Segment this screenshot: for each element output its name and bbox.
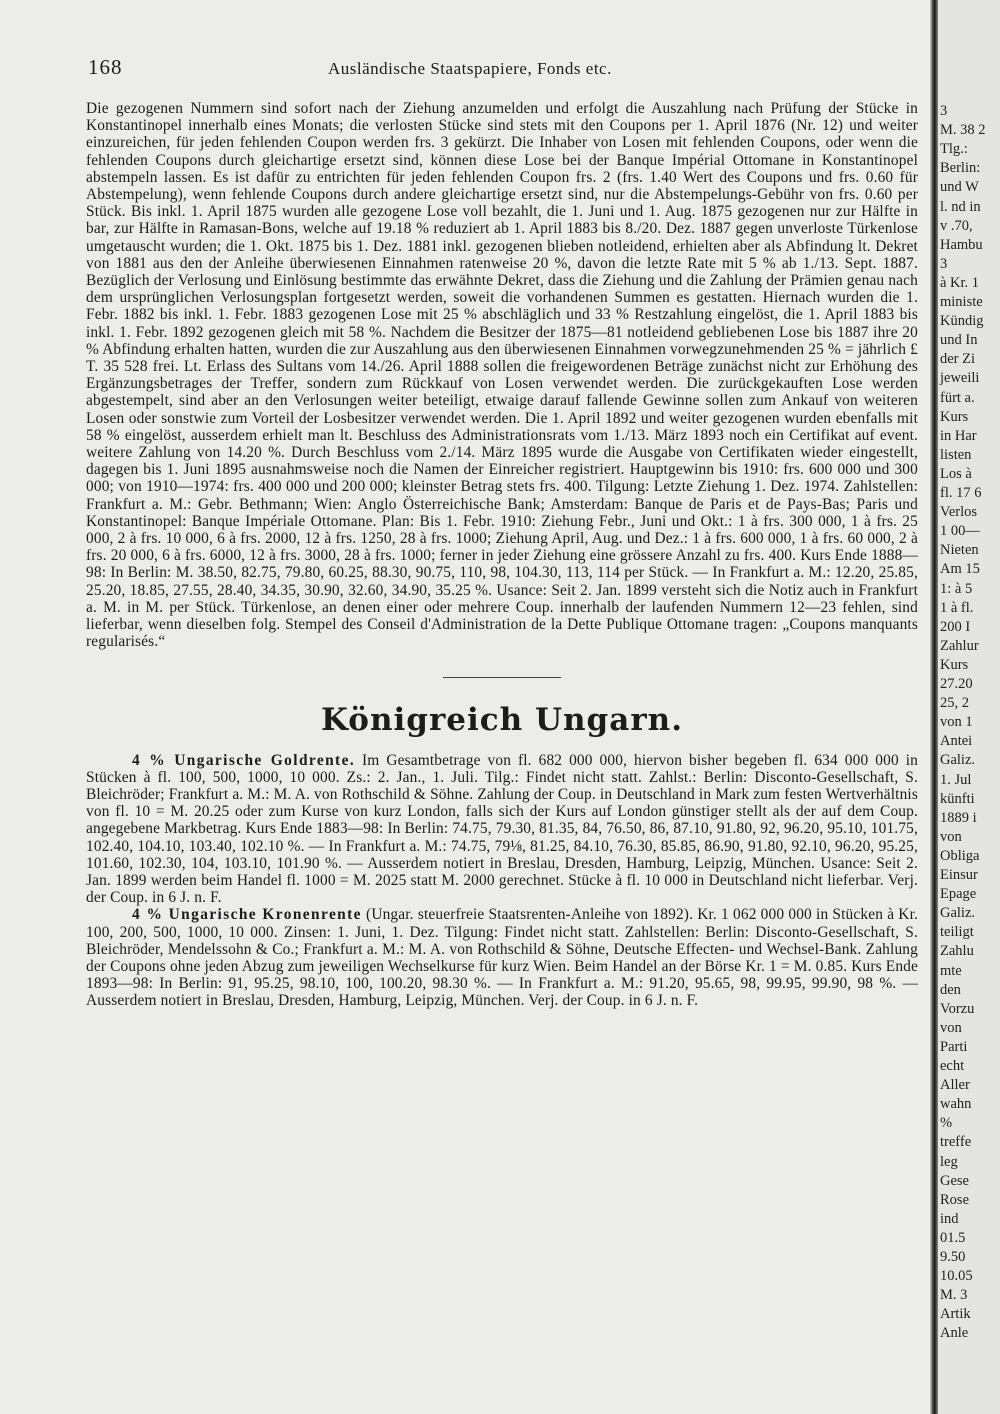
adjacent-page-fragment: Kurs — [940, 656, 969, 673]
adjacent-page-fragment: 1889 i — [940, 809, 977, 826]
adjacent-page-fragment: teiligt — [940, 924, 974, 941]
adjacent-page-fragment: Einsur — [940, 867, 978, 883]
adjacent-page-fragment: ministe — [940, 294, 983, 310]
adjacent-page-fragment: 1. Jul — [940, 771, 972, 788]
adjacent-page-fragment: 3 — [940, 255, 948, 272]
adjacent-page-fragment: 27.20 — [940, 676, 973, 692]
adjacent-page-fragment: Am 15 — [940, 561, 980, 578]
adjacent-page-fragment: Obliga — [940, 847, 980, 864]
adjacent-page-fragment: der Zi — [940, 351, 976, 368]
adjacent-page-fragment: Berlin: — [940, 160, 981, 177]
adjacent-page-fragment: Kündig — [940, 313, 984, 330]
adjacent-page-fragment: v .70, — [940, 217, 973, 234]
adjacent-page-fragment: fl. 17 6 — [940, 485, 982, 501]
adjacent-page-fragment: 01.5 — [940, 1229, 966, 1246]
adjacent-page-fragment: Kurs — [940, 408, 969, 425]
adjacent-page-fragment: von — [940, 828, 962, 845]
adjacent-page-fragment: treffe — [940, 1134, 972, 1151]
adjacent-page-edge — [938, 0, 1000, 1414]
adjacent-page-fragment: künfti — [940, 790, 975, 807]
book-gutter — [930, 0, 938, 1414]
adjacent-page-fragment: Hambu — [940, 236, 983, 253]
adjacent-page-fragment: echt — [940, 1058, 965, 1074]
adjacent-page-fragment: à Kr. 1 — [940, 274, 980, 291]
adjacent-page-fragment: Aller — [940, 1077, 970, 1094]
adjacent-page-fragment: Rose — [940, 1191, 969, 1208]
adjacent-page-fragment: 1 à fl. — [940, 599, 974, 616]
adjacent-page-fragment: Artik — [940, 1306, 971, 1323]
page-header — [88, 55, 918, 85]
adjacent-page-fragment: Antei — [940, 733, 973, 750]
adjacent-page-fragment: Anle — [940, 1325, 969, 1342]
adjacent-page-fragment: Vorzu — [940, 1000, 975, 1017]
adjacent-page-fragment: und W — [940, 179, 979, 196]
running-head: Ausländische Staatspapiere, Fonds etc. — [328, 59, 612, 78]
adjacent-page-fragment: in Har — [940, 427, 977, 444]
adjacent-page-fragment: den — [940, 981, 961, 998]
entry-title-kronenrente: 4 % Ungarische Kronenrente — [132, 906, 362, 924]
adjacent-page-fragment: Los à — [940, 465, 972, 482]
adjacent-page-fragment: listen — [940, 446, 972, 463]
body-column — [86, 100, 918, 1010]
entry-text-kronenrente: (Ungar. steuerfreie Staatsrenten-Anleihe von 1892). Kr. 1 062 000 000 in Stücken à Kr. 100, 200, 500, 1000, 10 000. Zinsen: 1. Juni, 1. Dez. Tilgung: Findet nicht statt. Zahlstellen: Berlin: Disconto-Gesellschaft, S. Bleichröder, Mendelssohn & Co.; Frankfurt a. M.: M. A. von Rothschild & Söhne, Deutsche Effecten- und Wechsel-Bank. Zahlung der Coupons ohne jeden Abzug zum jeweiligen Wechselkurse für kurz Wien. Beim Handel an der Börse Kr. 1 = M. 0.85. Kurs Ende 1893—98: In Berlin: 91, 95.25, 98.10, 100, 100.20, 98.30 %. — In Frankfurt a. M.: 91.20, 95.65, 98, 99.95, 99.90, 98 %. — Ausserdem notiert in Breslau, Dresden, Hamburg, Leipzig, München. Verj. der Coup. in 6 J. n. F. — [86, 906, 918, 1010]
adjacent-page-fragment: 9.50 — [940, 1249, 966, 1265]
paragraph-turkish-lottery-bonds: Die gezogenen Nummern sind sofort nach der Ziehung anzumelden und erfolgt die Auszahlung nach Prüfung der Stücke in Konstantinopel innerhalb eines Monats; die verlosten Stücke sind stets mit den Coupons per 1. April 1876 (Nr. 12) und weiter einzureichen, für jeden fehlenden Coupon werden frs. 3 gekürzt. Die Inhaber von Losen mit fehlenden Coupons, oder wenn die fehlenden Coupons durch gleichartige ersetzt sind, können diese Lose bei der Banque Impérial Ottomane in Konstantinopel abstempeln lassen. Es ist dafür zu entrichten für jeden fehlenden Coupon frs. 2 (frs. 1.40 Wert des Coupons und frs. 0.60 für Abstempelung), wenn fehlende Coupons durch andere gleichartige ersetzt sind, nur die Abstempelungs-Gebühr von frs. 0.60 per Stück. Bis inkl. 1. April 1875 wurden alle gezogene Lose voll bezahlt, die 1. Juni und 1. Aug. 1875 gezogenen nur zur Hälfte in bar, zur Hälfte in Ramasan-Bons, welche auf 19.18 % reduziert ab 1. April 1883 bis 8./20. Dez. 1887 gegen unverloste Türkenlose umgetauscht wurden; die 1. Okt. 1875 bis 1. Dez. 1881 inkl. gezogenen blieben notleidend, erhielten aber als Abfindung lt. Dekret von 1881 aus den der Anleihe überwiesenen Einnahmen ratenweise 20 %, davon die letzte Rate mit 5 % ab 1./13. Sept. 1887. Bezüglich der Verlosung und Einlösung bestimmte das erwähnte Dekret, dass die Ziehung und die Zahlung der Prämien genau nach dem ursprünglichen Verlosungsplan fortgesetzt werden, soweit die vorhandenen Summen es gestatten. Hiernach wurden die 1. Febr. 1882 bis inkl. 1. Febr. 1883 gezogenen Lose mit 25 % abschläglich und 33 % Restzahlung eingelöst, die 1. April 1883 bis inkl. 1. Febr. 1892 gezogenen gleich mit 58 %. Nachdem die Besitzer der 1875—81 notleidend gebliebenen Lose bis 1887 ihre 20 % Abfindung erhalten hatten, wurden die zur Auszahlung aus den überwiesenen Einnahmen vorwegzunehmenden 25 % = jährlich £ T. 35 528 frei. Lt. Erlass des Sultans vom 14./26. April 1888 sollen die freigewordenen Beträge zunächst nicht zur Erhöhung des Ergänzungsbetrages der Treffer, sondern zum Rückkauf von Losen verwendet werden. Die zurückgekauften Lose werden abgestempelt, sind aber an den Verlosungen weiter beteiligt, etwaige darauf fallende Gewinne sollen zum Ankauf von weiteren Losen oder sonstwie zum Vorteil der Losbesitzer verwendet werden. Die 1. April 1892 und weiter gezogenen wurden ebenfalls mit 58 % eingelöst, ausserdem erhielt man lt. Beschluss des Administrationsrats vom 1./13. März 1893 noch ein Certifikat auf event. weitere Zahlung von 14.20 %. Durch Beschluss vom 2./14. März 1895 wurde die Ausgabe von Certifikaten wieder eingestellt, dagegen bis 1. Juni 1895 ausnahmsweise noch die Namen der Einreicher registriert. Hauptgewinn bis 1910: frs. 600 000 und 300 000; von 1910—1974: frs. 400 000 und 200 000; kleinster Betrag stets frs. 400. Tilgung: Letzte Ziehung 1. Dez. 1974. Zahlstellen: Frankfurt a. M.: Gebr. Bethmann; Wien: Anglo Österreichische Bank; Amsterdam: Banque de Paris et de Pays-Bas; Paris und Konstantinopel: Banque Impériale Ottomane. Plan: Bis 1. Febr. 1910: Ziehung Febr., Juni und Okt.: 1 à frs. 300 000, 1 à frs. 25 000, 2 à frs. 10 000, 6 à frs. 2000, 12 à frs. 1250, 28 à frs. 1000; Ziehung April, Aug. und Dez.: 1 à frs. 600 000, 1 à frs. 60 000, 2 à frs. 20 000, 6 à frs. 6000, 12 à frs. 3000, 28 à frs. 1000; ferner in jeder Ziehung eine grössere Anzahl zu frs. 400. Kurs Ende 1888—98: In Berlin: M. 38.50, 82.75, 79.80, 60.25, 88.30, 90.75, 110, 98, 104.30, 113, 114 per Stück. — In Frankfurt a. M.: 12.20, 25.85, 25.20, 18.85, 27.55, 28.40, 34.35, 30.90, 32.60, 34.90, 35.25 %. Usance: Seit 2. Jan. 1899 versteht sich die Notiz auch in Frankfurt a. M. in M. per Stück. Türkenlose, an denen einer oder mehrere Coup. innerhalb der laufenden Nummern 12—23 fehlen, sind lieferbar, wenn dieselben folg. Stempel des Conseil d'Administration de la Dette Publique Ottomane tragen: „Coupons manquants regularisés.“ — [86, 100, 918, 651]
entry-text-goldrente: Im Gesamtbetrage von fl. 682 000 000, hiervon bisher begeben fl. 634 000 000 in Stücken à fl. 100, 500, 1000, 10 000. Zs.: 2. Jan., 1. Juli. Tilg.: Findet nicht statt. Zahlst.: Berlin: Disconto-Gesellschaft, S. Bleichröder; Frankfurt a. M.: M. A. von Rothschild & Söhne. Zahlung der Coup. in Deutschland in Mark zum festen Wertverhältnis von fl. 10 = M. 20.25 oder zum Kurse von kurz London, falls sich der Kurs auf London günstiger stellt als der auf dem Coup. angegebene Markbetrag. Kurs Ende 1883—98: In Berlin: 74.75, 79.30, 81.35, 84, 76.50, 86, 87.10, 91.80, 92, 96.20, 95.10, 101.75, 102.40, 104.10, 103.40, 102.10 %. — In Frankfurt a. M.: 74.75, 79⅛, 81.25, 84.10, 76.30, 85.85, 86.90, 91.80, 92.10, 96.20, 95.25, 101.60, 102.30, 104, 103.10, 101.90 %. — Ausserdem notiert in Breslau, Dresden, Hamburg, Leipzig, München. Usance: Seit 2. Jan. 1899 werden beim Handel fl. 1000 = M. 2025 statt M. 2000 gerechnet. Stücke à fl. 10 000 in Deutschland nicht lieferbar. Verj. der Coup. in 6 J. n. F. — [86, 751, 918, 907]
adjacent-page-fragment: Zahlu — [940, 943, 974, 960]
adjacent-page-fragment: M. 38 2 — [940, 122, 986, 139]
adjacent-page-fragment: von — [940, 1019, 962, 1036]
adjacent-page-fragment: Galiz. — [940, 905, 976, 922]
adjacent-page-fragment: 10.05 — [940, 1268, 973, 1285]
page-number: 168 — [88, 55, 123, 79]
adjacent-page-fragment: ind — [940, 1210, 959, 1227]
adjacent-page-fragment: 3 — [940, 103, 948, 119]
section-title: Königreich Ungarn. — [321, 701, 683, 738]
adjacent-page-fragment: wahn — [940, 1096, 972, 1113]
adjacent-page-fragment: l. nd in — [940, 198, 981, 215]
adjacent-page-fragment: Zahlur — [940, 637, 979, 654]
adjacent-page-fragment: M. 3 — [940, 1287, 968, 1304]
entry-title-goldrente: 4 % Ungarische Goldrente. — [132, 751, 356, 769]
adjacent-page-fragment: Gese — [940, 1172, 969, 1189]
adjacent-page-fragment: % — [940, 1115, 953, 1132]
adjacent-page-fragment: 1: à 5 — [940, 580, 973, 597]
adjacent-page-fragment: mte — [940, 962, 962, 979]
adjacent-page-fragment: und In — [940, 332, 978, 349]
adjacent-page-fragment: von 1 — [940, 714, 973, 731]
entry-ungarische-goldrente — [86, 752, 918, 907]
adjacent-page-fragment: Verlos — [940, 504, 978, 521]
adjacent-page-fragment: Tlg.: — [940, 141, 968, 158]
section-divider — [443, 677, 561, 678]
adjacent-page-fragment: Galiz. — [940, 752, 976, 769]
adjacent-page-fragment: fürt a. — [940, 389, 975, 406]
adjacent-page-fragment: Nieten — [940, 542, 979, 559]
adjacent-page-fragment: 1 00— — [940, 523, 980, 540]
adjacent-page-fragment: 200 I — [940, 618, 971, 635]
adjacent-page-fragment: 25, 2 — [940, 695, 969, 712]
adjacent-page-fragment: Epage — [940, 886, 977, 903]
adjacent-page-fragment: leg — [940, 1153, 958, 1170]
adjacent-page-fragment: Parti — [940, 1038, 968, 1055]
entry-ungarische-kronenrente — [86, 906, 918, 1009]
adjacent-page-fragment: jeweili — [940, 370, 980, 387]
